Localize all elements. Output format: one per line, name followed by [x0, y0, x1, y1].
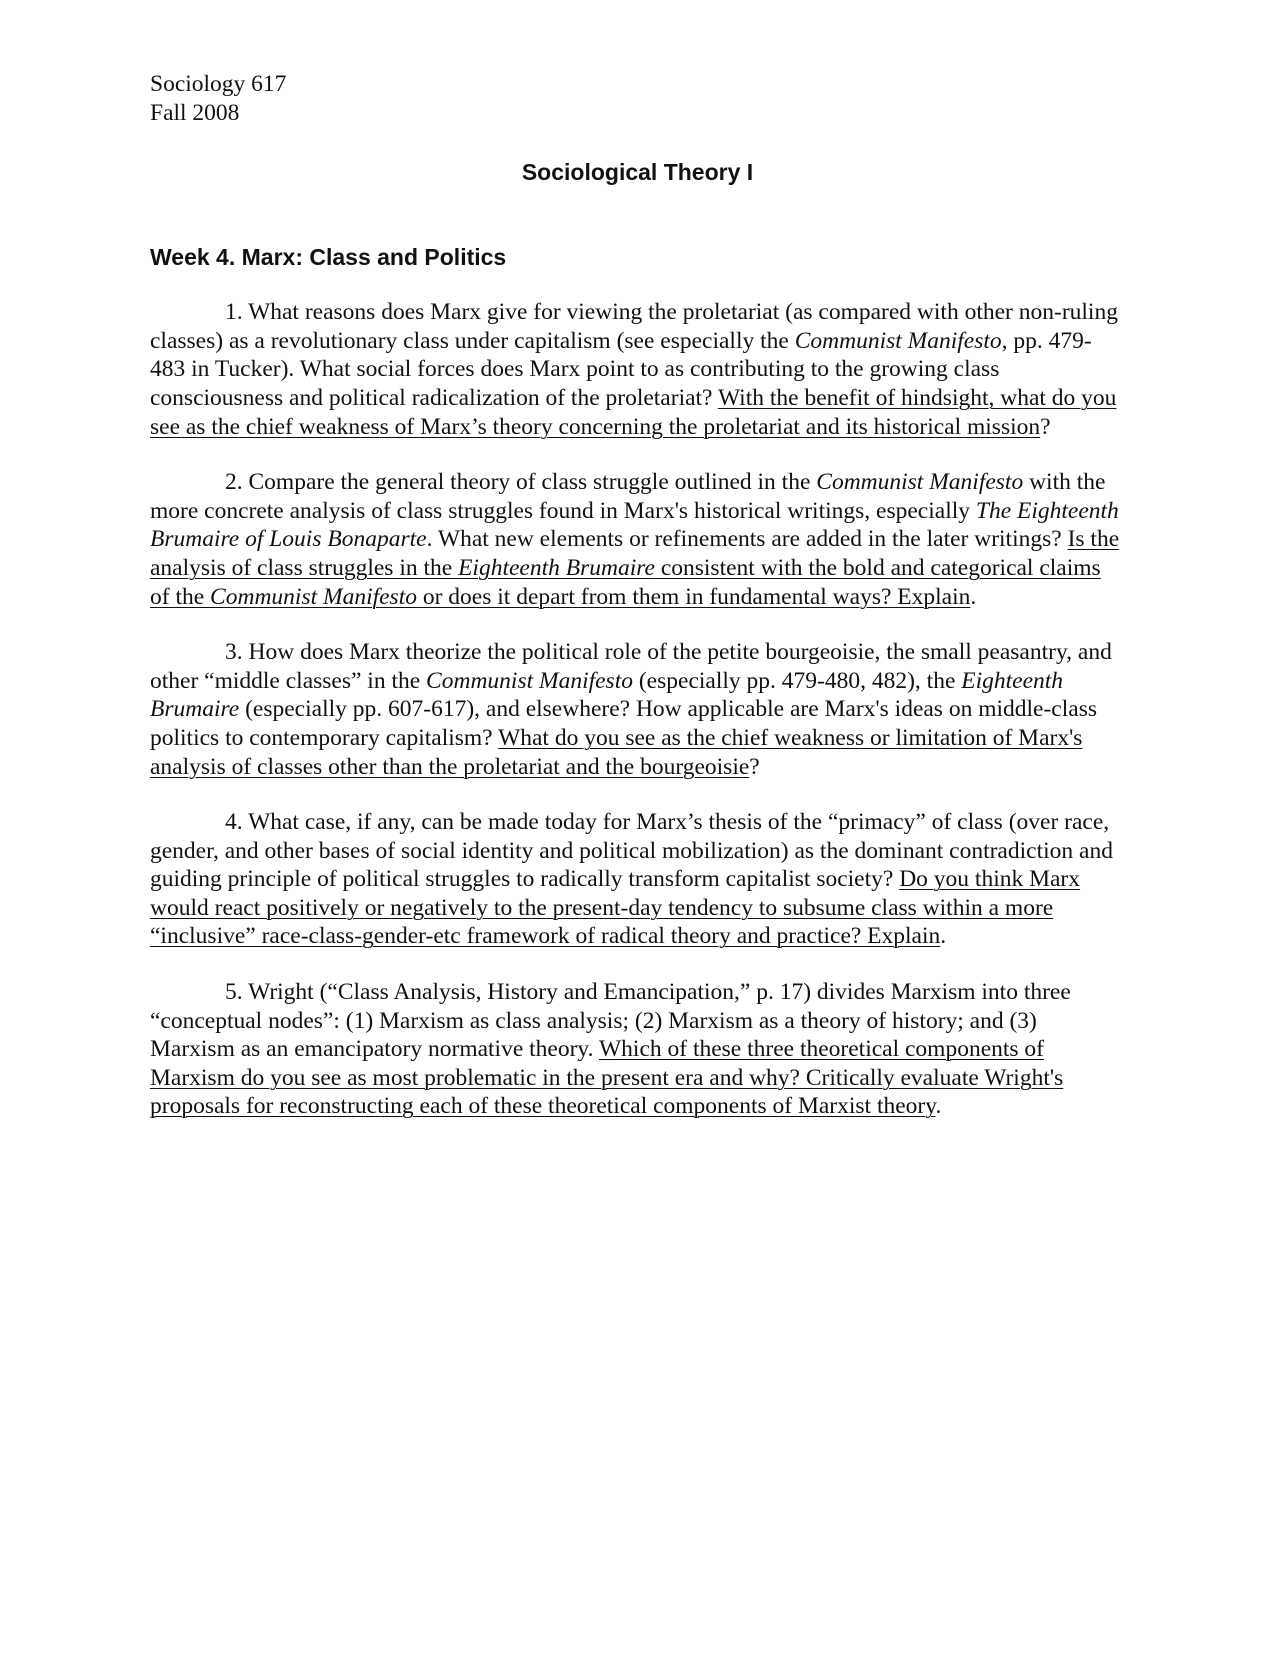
- document-title: Sociological Theory I: [521, 159, 754, 186]
- question-2-text-cont-2: . What new elements or refinements are added in the later writings?: [426, 526, 1068, 553]
- question-1-italic-title: Communist Manifesto: [794, 327, 1002, 354]
- question-2-underlined-3: or does it depart from them in fundamental ways? Explain: [416, 583, 971, 610]
- question-3-end: ?: [749, 753, 760, 780]
- question-2-underlined: Is the analysis of class struggles in the: [150, 526, 1120, 581]
- document-page: [150, 70, 1125, 1121]
- question-3-italic-title: Communist Manifesto: [426, 667, 633, 694]
- question-4-underlined: Do you think Marx would react positively or negatively to the present-day tendency to subsume class within a more “inclusive” race-class-gender-etc framework of radical theory and practice? Explain: [150, 866, 1081, 950]
- question-4: [150, 808, 1125, 951]
- course-number: Sociology 617: [150, 71, 287, 97]
- question-3-underlined: What do you see as the chief weakness or limitation of Marx's analysis of classes other than the proletariat and the bourgeoisie: [150, 724, 1083, 780]
- question-2-underlined-2: consistent with the bold and categorical claims of the: [150, 554, 1101, 610]
- question-1-end: ?: [1040, 413, 1051, 440]
- question-1: [150, 298, 1125, 441]
- question-3-text-cont: (especially pp. 479-480, 482), the: [632, 667, 962, 694]
- question-5-text: 5. Wright (“Class Analysis, History and Emancipation,” p. 17) divides Marxism into three “conceptual nodes”: (1) Marxism as class analysis; (2) Marxism as a theory of history; and (3) Marxism as an emancipatory normative theory.: [150, 979, 1071, 1063]
- question-2: [150, 468, 1125, 611]
- question-3-text-cont-2: (especially pp. 607-617), and elsewhere? How applicable are Marx's ideas on middle-class politics to contemporary capitalism?: [150, 696, 1097, 751]
- question-2-end: .: [970, 583, 977, 610]
- question-2-text-cont: with the more concrete analysis of class struggles found in Marx's historical writings, especially: [150, 469, 1106, 524]
- question-5-underlined: Which of these three theoretical components of Marxism do you see as most problematic in the present era and why? Critically evaluate Wright's proposals for reconstructing each of these theoretical components of Marxist theory: [150, 1036, 1064, 1120]
- course-term: Fall 2008: [150, 99, 240, 126]
- question-3-text: 3. How does Marx theorize the political role of the petite bourgeoisie, the small peasantry, and other “middle classes” in the: [150, 639, 1112, 694]
- question-4-end: .: [940, 923, 947, 950]
- week-heading: Week 4. Marx: Class and Politics: [150, 244, 507, 271]
- question-3-italic-title-2: Eighteenth Brumaire: [150, 667, 1064, 723]
- question-1-underlined: With the benefit of hindsight, what do you see as the chief weakness of Marx’s theory concerning the proletariat and its historical mission: [150, 384, 1117, 440]
- question-1-text: 1. What reasons does Marx give for viewing the proletariat (as compared with other non-ruling classes) as a revolutionary class under capitalism (see especially the: [150, 299, 1118, 354]
- question-4-text: 4. What case, if any, can be made today for Marx’s thesis of the “primacy” of class (over race, gender, and other bases of social identity and political mobilization) as the dominant contradiction and guiding principle of political struggles to radically transform capitalist society?: [150, 809, 1113, 893]
- question-2-underlined-italic: Eighteenth Brumaire: [458, 554, 655, 581]
- question-5-end: .: [935, 1093, 942, 1120]
- question-5: [150, 978, 1125, 1121]
- question-3: [150, 638, 1125, 781]
- question-2-italic-title: Communist Manifesto: [816, 469, 1024, 496]
- question-2-italic-title-2: The Eighteenth Brumaire of Louis Bonaparte: [150, 497, 1119, 553]
- question-2-text: 2. Compare the general theory of class struggle outlined in the: [225, 469, 817, 496]
- question-2-underlined-italic-2: Communist Manifesto: [210, 583, 417, 610]
- question-1-text-cont: , pp. 479-483 in Tucker). What social forces does Marx point to as contributing to the growing class consciousness and political radicalization of the proletariat?: [150, 327, 1092, 411]
